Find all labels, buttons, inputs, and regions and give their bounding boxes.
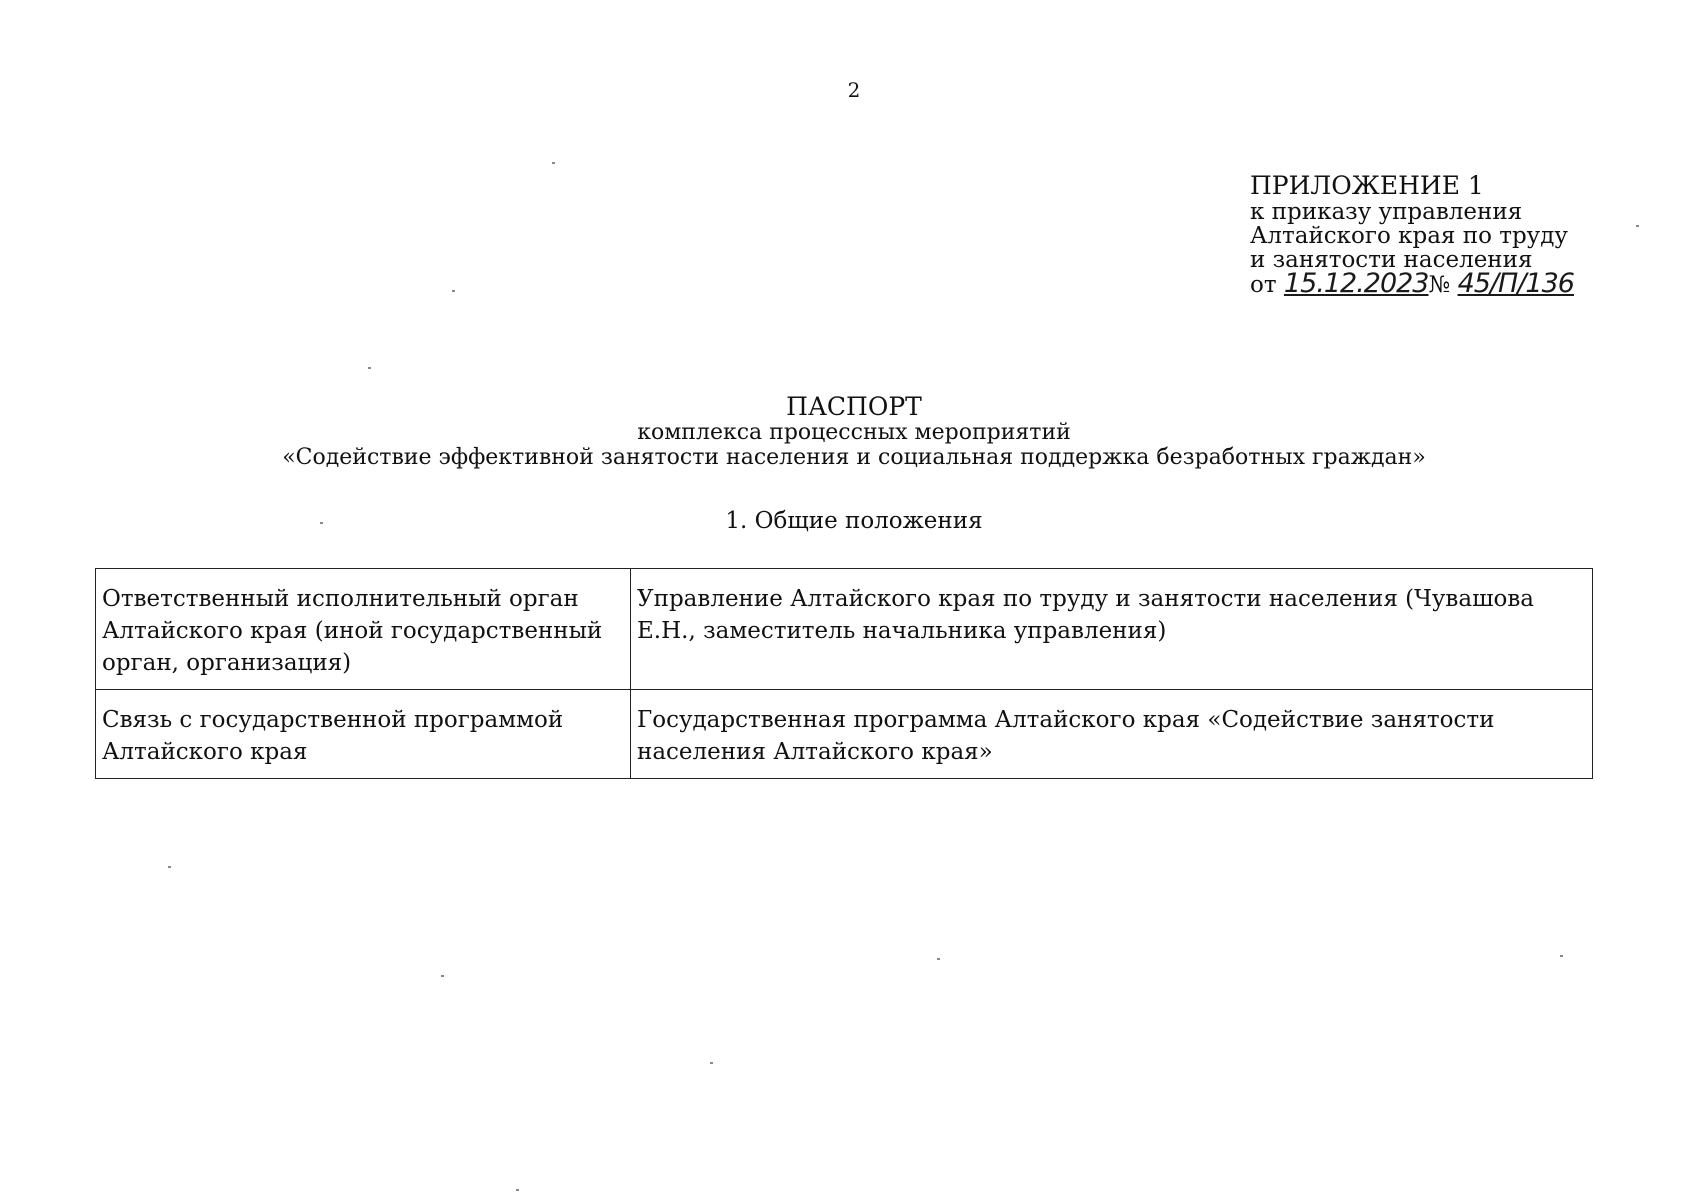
document-title: ПАСПОРТ — [786, 392, 922, 421]
appendix-line-1: к приказу управления — [1250, 199, 1523, 225]
table-key-cell: Ответственный исполнительный орган Алтайского края (иной государственный орган, организация) — [96, 569, 631, 690]
scan-speck — [168, 866, 171, 868]
table-value-cell: Управление Алтайского края по труду и занятости населения (Чувашова Е.Н., заместитель начальника управления) — [631, 569, 1593, 690]
document-subtitle: комплекса процессных мероприятий — [637, 420, 1071, 445]
handwritten-date: 15.12.2023 — [1283, 268, 1429, 299]
scan-speck — [552, 162, 555, 164]
handwritten-number: 45/П/136 — [1457, 268, 1574, 299]
section-heading: 1. Общие положения — [725, 508, 983, 534]
appendix-block — [1250, 172, 1574, 297]
number-prefix: № — [1428, 272, 1451, 298]
table-key-cell: Связь с государственной программой Алтайского края — [96, 690, 631, 779]
scan-speck — [937, 958, 940, 960]
scan-speck — [452, 290, 455, 292]
table-row — [96, 569, 1593, 690]
scan-speck — [1560, 955, 1563, 957]
appendix-date-line — [1250, 268, 1574, 299]
scan-speck — [441, 975, 444, 977]
table-value-cell: Государственная программа Алтайского края «Содействие занятости населения Алтайского края» — [631, 690, 1593, 779]
appendix-line-3: и занятости населения — [1250, 247, 1533, 273]
scan-speck — [1636, 225, 1639, 227]
page-number: 2 — [847, 78, 861, 102]
scan-speck — [516, 1189, 519, 1191]
scan-speck — [710, 1062, 713, 1064]
date-prefix: от — [1250, 272, 1277, 298]
appendix-title: ПРИЛОЖЕНИЕ 1 — [1250, 171, 1484, 200]
scan-speck — [320, 522, 323, 524]
program-name: «Содействие эффективной занятости населения и социальная поддержка безработных граждан» — [282, 445, 1426, 470]
table-row — [96, 690, 1593, 779]
general-provisions-table — [95, 568, 1593, 779]
appendix-line-2: Алтайского края по труду — [1250, 223, 1568, 249]
scan-speck — [368, 367, 371, 369]
